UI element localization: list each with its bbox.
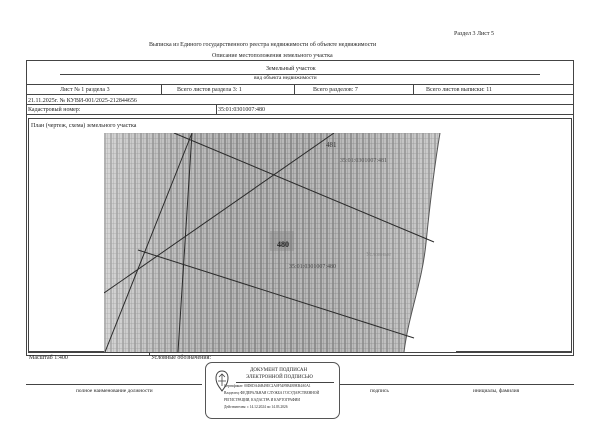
- cell-divider: [161, 84, 162, 94]
- cell-divider: [294, 84, 295, 94]
- page-info: Раздел 3 Лист 5: [454, 31, 495, 37]
- row-divider: [26, 94, 574, 95]
- object-type-caption: вид объекта недвижимости: [254, 75, 317, 81]
- row-divider: [26, 84, 574, 85]
- legend-label: Условные обозначения:: [151, 355, 212, 361]
- object-type: Земельный участок: [266, 66, 316, 72]
- stamp-line-5: РЕГИСТРАЦИИ, КАДАСТРА И КАРТОГРАФИИ: [224, 398, 300, 402]
- scale-label: Масштаб 1:400: [29, 355, 68, 361]
- cadastral-label: Кадастровый номер:: [28, 107, 81, 113]
- parcel-cadastral-label: 35:01:0301007:480: [289, 264, 337, 270]
- total-sheets: Всего листов выписки: 11: [426, 87, 492, 93]
- name-caption: инициалы, фамилия: [473, 388, 520, 394]
- row-divider: [26, 104, 574, 105]
- cell-divider: [216, 104, 217, 114]
- name-line: [340, 384, 574, 385]
- row-divider: [28, 352, 572, 353]
- neighbor-cadastral-label: 35:01:0301007:481: [340, 158, 388, 164]
- document-subtitle: Описание местоположения земельного участка: [212, 53, 333, 59]
- blurred-plan-text: Условные: [366, 252, 391, 258]
- sheet-section: Лист № 1 раздела 3: [60, 87, 110, 93]
- parcel-number-label: 480: [277, 240, 289, 249]
- cell-divider: [413, 84, 414, 94]
- electronic-signature-stamp: [205, 362, 340, 419]
- coat-of-arms-icon: [212, 369, 232, 393]
- cadastral-plan-image: [104, 133, 456, 352]
- stamp-line-3: Сертификат: 00D0DA46B49EC2A0F54F8B4B9EB4A0A1: [224, 384, 311, 388]
- position-line: [26, 384, 202, 385]
- stamp-divider: [236, 382, 334, 383]
- stamp-line-4: Владелец: ФЕДЕРАЛЬНАЯ СЛУЖБА ГОСУДАРСТВЕННОЙ: [224, 391, 320, 395]
- date-number: 21.11.2025г. № КУВИ-001/2025-212844656: [28, 98, 137, 104]
- plan-title: План (чертеж, схема) земельного участка: [31, 123, 137, 129]
- signature-caption: подпись: [370, 388, 389, 394]
- cell-divider: [149, 352, 150, 356]
- position-caption: полное наименование должности: [76, 388, 153, 394]
- cadastral-value: 35:01:0301007:480: [218, 107, 266, 113]
- stamp-line-2: ЭЛЕКТРОННОЙ ПОДПИСЬЮ: [246, 375, 313, 380]
- row-divider: [26, 114, 574, 115]
- total-section-sheets: Всего листов раздела 3: 1: [177, 87, 242, 93]
- total-sections: Всего разделов: 7: [313, 87, 358, 93]
- document-title: Выписка из Единого государственного реестра недвижимости об объекте недвижимости: [149, 42, 377, 48]
- neighbor-number-label: 481: [326, 141, 337, 149]
- stamp-line-6: Действителен: с 14.12.2024 по 14.03.2026: [224, 405, 288, 409]
- stamp-line-1: ДОКУМЕНТ ПОДПИСАН: [250, 368, 308, 373]
